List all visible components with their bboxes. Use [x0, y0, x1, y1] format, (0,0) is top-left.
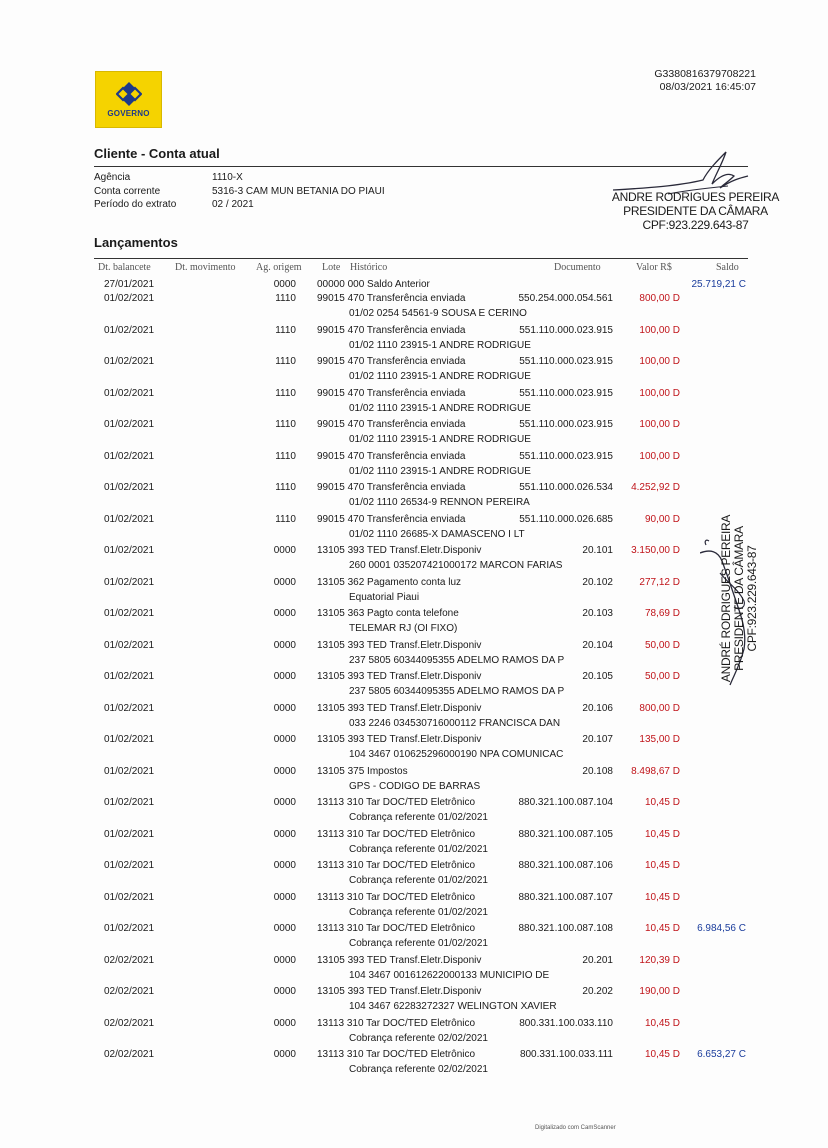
- row-historico: 00000 000 Saldo Anterior: [317, 279, 430, 290]
- row-valor: 50,00 D: [644, 671, 680, 682]
- row-agencia: 1110: [275, 356, 296, 367]
- row-historico-detail: Equatorial Piaui: [349, 591, 420, 603]
- row-agencia: 0000: [273, 765, 296, 777]
- col-lote: Lote: [322, 262, 341, 273]
- row-agencia: 0000: [273, 1049, 296, 1060]
- row-historico-detail: 01/02 1110 23915-1 ANDRE RODRIGUE: [349, 465, 531, 477]
- row-historico-detail: 104 3467 001612622000133 MUNICIPIO DE: [349, 969, 550, 981]
- row-valor: 10,45 D: [644, 891, 680, 903]
- row-saldo: 6.984,56 C: [697, 923, 746, 934]
- row-historico-detail: Cobrança referente 01/02/2021: [349, 875, 488, 886]
- row-historico: 13113 310 Tar DOC/TED Eletrônico: [317, 828, 476, 840]
- row-historico-detail: Cobrança referente 01/02/2021: [349, 812, 488, 823]
- row-historico-detail: GPS - CODIGO DE BARRAS: [349, 780, 481, 792]
- col-saldo: Saldo: [716, 262, 739, 273]
- row-historico-detail: Cobrança referente 01/02/2021: [349, 906, 488, 918]
- row-saldo: 25.719,21 C: [691, 279, 746, 290]
- row-valor: 135,00 D: [639, 734, 680, 745]
- row-historico: 99015 470 Transferência enviada: [317, 513, 466, 525]
- row-date: 01/02/2021: [104, 545, 155, 556]
- row-agencia: 1110: [275, 419, 296, 430]
- row-historico: 13113 310 Tar DOC/TED Eletrônico: [317, 1049, 476, 1060]
- row-documento: 550.254.000.054.561: [518, 293, 613, 304]
- row-valor: 10,45 D: [644, 828, 680, 840]
- row-date: 02/02/2021: [104, 1017, 155, 1029]
- row-date: 01/02/2021: [104, 513, 155, 525]
- agencia-label: Agência: [94, 172, 131, 183]
- row-valor: 100,00 D: [639, 419, 680, 430]
- row-valor: 10,45 D: [644, 860, 680, 871]
- agencia-row: [94, 171, 385, 185]
- row-date: 01/02/2021: [104, 576, 155, 588]
- row-historico: 99015 470 Transferência enviada: [317, 387, 466, 399]
- row-documento: 551.110.000.026.685: [519, 513, 613, 525]
- row-historico: 13105 393 TED Transf.Eletr.Disponiv: [317, 954, 482, 966]
- row-agencia: 1110: [275, 450, 296, 462]
- signer-cpf-side: CPF:923.229.643-87: [745, 545, 759, 652]
- row-agencia: 0000: [273, 828, 296, 840]
- signature-text-side: [720, 511, 759, 686]
- row-valor: 10,45 D: [644, 1017, 680, 1029]
- row-historico: 13105 393 TED Transf.Eletr.Disponiv: [317, 671, 482, 682]
- signer-name: ANDRE RODRIGUES PEREIRA: [611, 190, 780, 204]
- row-historico: 13105 393 TED Transf.Eletr.Disponiv: [317, 545, 482, 556]
- row-agencia: 0000: [273, 986, 296, 997]
- row-historico: 13105 393 TED Transf.Eletr.Disponiv: [317, 702, 482, 714]
- row-date: 01/02/2021: [104, 828, 155, 840]
- row-historico-detail: Cobrança referente 01/02/2021: [349, 938, 488, 949]
- row-date: 01/02/2021: [104, 356, 155, 367]
- bank-logo-icon: [116, 81, 142, 107]
- row-historico: 13105 393 TED Transf.Eletr.Disponiv: [317, 639, 482, 651]
- row-agencia: 1110: [275, 324, 296, 336]
- row-historico: 13113 310 Tar DOC/TED Eletrônico: [317, 891, 476, 903]
- row-valor: 90,00 D: [644, 513, 680, 525]
- signature-stamp-top: [608, 150, 783, 240]
- row-valor: 10,45 D: [644, 797, 680, 808]
- signature-stamp-side: [700, 515, 780, 690]
- row-documento: 20.105: [582, 671, 613, 682]
- row-valor: 190,00 D: [639, 986, 680, 997]
- table-header: [96, 262, 750, 276]
- row-date: 27/01/2021: [104, 279, 155, 290]
- row-historico: 13105 363 Pagto conta telefone: [317, 608, 459, 619]
- row-valor: 100,00 D: [639, 324, 680, 336]
- row-historico-detail: Cobrança referente 02/02/2021: [349, 1064, 488, 1075]
- row-historico: 13113 310 Tar DOC/TED Eletrônico: [317, 797, 476, 808]
- row-valor: 8.498,67 D: [631, 765, 680, 777]
- row-documento: 20.103: [582, 608, 613, 619]
- row-documento: 551.110.000.023.915: [519, 324, 613, 336]
- row-valor: 10,45 D: [644, 923, 680, 934]
- periodo-row: [94, 198, 385, 212]
- row-valor: 10,45 D: [644, 1049, 680, 1060]
- row-documento: 551.110.000.026.534: [519, 482, 613, 493]
- row-historico-detail: Cobrança referente 01/02/2021: [349, 843, 488, 855]
- row-documento: 20.102: [582, 576, 613, 588]
- row-historico-detail: 01/02 1110 23915-1 ANDRE RODRIGUE: [349, 339, 531, 351]
- row-valor: 100,00 D: [639, 450, 680, 462]
- row-documento: 880.321.100.087.107: [518, 891, 613, 903]
- row-historico: 99015 470 Transferência enviada: [317, 482, 466, 493]
- col-ag-origem: Ag. origem: [256, 262, 302, 273]
- row-documento: 20.108: [582, 765, 613, 777]
- row-documento: 800.331.100.033.111: [519, 1049, 613, 1060]
- row-agencia: 0000: [273, 923, 296, 934]
- row-valor: 3.150,00 D: [631, 545, 680, 556]
- client-section-title: Cliente - Conta atual: [94, 146, 220, 161]
- row-historico-detail: 01/02 1110 26534-9 RENNON PEREIRA: [349, 497, 530, 508]
- row-date: 02/02/2021: [104, 954, 155, 966]
- row-date: 01/02/2021: [104, 639, 155, 651]
- logo-text: GOVERNO: [107, 109, 150, 118]
- document-datetime: 08/03/2021 16:45:07: [659, 81, 756, 93]
- row-historico-detail: 01/02 1110 23915-1 ANDRE RODRIGUE: [349, 434, 531, 445]
- row-historico-detail: TELEMAR RJ (OI FIXO): [349, 623, 458, 634]
- periodo-label: Período do extrato: [94, 199, 177, 210]
- signature-text-top: [608, 190, 783, 232]
- conta-value: 5316-3 CAM MUN BETANIA DO PIAUI: [212, 185, 385, 197]
- row-date: 01/02/2021: [104, 797, 155, 808]
- row-date: 01/02/2021: [104, 671, 155, 682]
- conta-label: Conta corrente: [94, 185, 161, 197]
- row-historico: 13105 362 Pagamento conta luz: [317, 576, 461, 588]
- row-historico-detail: Cobrança referente 02/02/2021: [349, 1032, 488, 1044]
- row-valor: 100,00 D: [639, 387, 680, 399]
- row-date: 01/02/2021: [104, 608, 155, 619]
- signer-title-side: PRESIDENTE DA CÂMARA: [732, 526, 746, 671]
- row-valor: 800,00 D: [639, 293, 680, 304]
- row-agencia: 0000: [273, 639, 296, 651]
- col-documento: Documento: [554, 262, 601, 273]
- agencia-value: 1110-X: [212, 172, 243, 183]
- row-historico-detail: 01/02 1110 23915-1 ANDRE RODRIGUE: [349, 371, 531, 382]
- row-agencia: 0000: [273, 608, 296, 619]
- row-agencia: 0000: [273, 797, 296, 808]
- row-historico: 99015 470 Transferência enviada: [317, 293, 466, 304]
- row-agencia: 0000: [273, 671, 296, 682]
- row-historico: 13105 393 TED Transf.Eletr.Disponiv: [317, 734, 482, 745]
- row-valor: 78,69 D: [644, 608, 680, 619]
- row-date: 01/02/2021: [104, 387, 155, 399]
- document-id-block: [654, 68, 756, 94]
- signer-title: PRESIDENTE DA CÂMARA: [623, 204, 768, 218]
- row-documento: 800.331.100.033.110: [519, 1017, 613, 1029]
- row-documento: 20.202: [582, 986, 613, 997]
- row-documento: 551.110.000.023.915: [519, 419, 613, 430]
- row-agencia: 1110: [275, 387, 296, 399]
- row-historico: 13105 393 TED Transf.Eletr.Disponiv: [317, 986, 482, 997]
- row-historico-detail: 104 3467 62283272327 WELINGTON XAVIER: [349, 1001, 557, 1012]
- governo-logo: [95, 71, 162, 128]
- row-date: 01/02/2021: [104, 293, 155, 304]
- row-documento: 20.101: [582, 545, 613, 556]
- row-agencia: 1110: [275, 293, 296, 304]
- row-date: 01/02/2021: [104, 923, 155, 934]
- account-info: [94, 171, 385, 212]
- row-date: 01/02/2021: [104, 482, 155, 493]
- col-valor: Valor R$: [636, 262, 672, 273]
- row-date: 01/02/2021: [104, 765, 155, 777]
- row-documento: 880.321.100.087.108: [518, 923, 613, 934]
- row-date: 01/02/2021: [104, 734, 155, 745]
- row-documento: 20.201: [582, 954, 613, 966]
- row-date: 01/02/2021: [104, 324, 155, 336]
- scanner-footer: Digitalizado com CamScanner: [535, 1125, 616, 1131]
- row-agencia: 0000: [273, 734, 296, 745]
- row-agencia: 0000: [273, 576, 296, 588]
- signer-cpf: CPF:923.229.643-87: [642, 218, 749, 232]
- row-historico: 99015 470 Transferência enviada: [317, 450, 466, 462]
- row-historico-detail: 01/02 0254 54561-9 SOUSA E CERINO: [349, 308, 527, 319]
- row-historico: 13113 310 Tar DOC/TED Eletrônico: [317, 923, 476, 934]
- row-documento: 20.106: [582, 702, 613, 714]
- col-dt-movimento: Dt. movimento: [175, 262, 236, 273]
- row-documento: 551.110.000.023.915: [519, 387, 613, 399]
- row-date: 01/02/2021: [104, 702, 155, 714]
- row-documento: 880.321.100.087.104: [518, 797, 613, 808]
- row-agencia: 1110: [275, 513, 296, 525]
- row-agencia: 0000: [273, 702, 296, 714]
- document-id: G3380816379708221: [654, 68, 756, 80]
- row-historico: 99015 470 Transferência enviada: [317, 419, 466, 430]
- row-historico-detail: 01/02 1110 26685-X DAMASCENO I LT: [349, 528, 525, 540]
- row-historico: 99015 470 Transferência enviada: [317, 324, 466, 336]
- row-historico: 13105 375 Impostos: [317, 765, 408, 777]
- row-agencia: 0000: [273, 1017, 296, 1029]
- row-documento: 20.107: [582, 734, 613, 745]
- lancamentos-title: Lançamentos: [94, 235, 178, 250]
- row-date: 01/02/2021: [104, 891, 155, 903]
- row-saldo: 6.653,27 C: [697, 1049, 746, 1060]
- periodo-value: 02 / 2021: [212, 199, 254, 210]
- row-historico-detail: 104 3467 010625296000190 NPA COMUNICAC: [349, 749, 564, 760]
- row-historico-detail: 237 5805 60344095355 ADELMO RAMOS DA P: [349, 654, 565, 666]
- conta-row: [94, 185, 385, 199]
- row-valor: 100,00 D: [639, 356, 680, 367]
- row-agencia: 0000: [273, 891, 296, 903]
- row-documento: 880.321.100.087.105: [518, 828, 613, 840]
- row-historico-detail: 033 2246 034530716000112 FRANCISCA DAN: [349, 717, 561, 729]
- row-documento: 551.110.000.023.915: [519, 356, 613, 367]
- col-historico: Histórico: [350, 262, 388, 273]
- row-date: 01/02/2021: [104, 860, 155, 871]
- row-documento: 20.104: [582, 639, 613, 651]
- row-date: 01/02/2021: [104, 450, 155, 462]
- row-date: 01/02/2021: [104, 419, 155, 430]
- row-historico: 13113 310 Tar DOC/TED Eletrônico: [317, 860, 476, 871]
- row-agencia: 0000: [273, 279, 296, 290]
- row-agencia: 0000: [273, 545, 296, 556]
- row-agencia: 0000: [273, 860, 296, 871]
- row-date: 02/02/2021: [104, 986, 155, 997]
- row-historico-detail: 260 0001 035207421000172 MARCON FARIAS: [349, 560, 563, 571]
- row-historico: 13113 310 Tar DOC/TED Eletrônico: [317, 1017, 476, 1029]
- row-documento: 551.110.000.023.915: [519, 450, 613, 462]
- row-historico-detail: 01/02 1110 23915-1 ANDRE RODRIGUE: [349, 402, 531, 414]
- lancamentos-divider: [94, 258, 748, 259]
- row-agencia: 1110: [275, 482, 296, 493]
- row-documento: 880.321.100.087.106: [518, 860, 613, 871]
- row-agencia: 0000: [273, 954, 296, 966]
- row-historico: 99015 470 Transferência enviada: [317, 356, 466, 367]
- row-date: 02/02/2021: [104, 1049, 155, 1060]
- row-valor: 120,39 D: [639, 954, 680, 966]
- row-valor: 277,12 D: [639, 576, 680, 588]
- col-dt-balancete: Dt. balancete: [98, 262, 151, 273]
- row-valor: 50,00 D: [644, 639, 680, 651]
- row-valor: 800,00 D: [639, 702, 680, 714]
- row-historico-detail: 237 5805 60344095355 ADELMO RAMOS DA P: [349, 686, 565, 697]
- row-valor: 4.252,92 D: [631, 482, 680, 493]
- signer-name-side: ANDRÉ RODRIGUES PEREIRA: [719, 514, 733, 683]
